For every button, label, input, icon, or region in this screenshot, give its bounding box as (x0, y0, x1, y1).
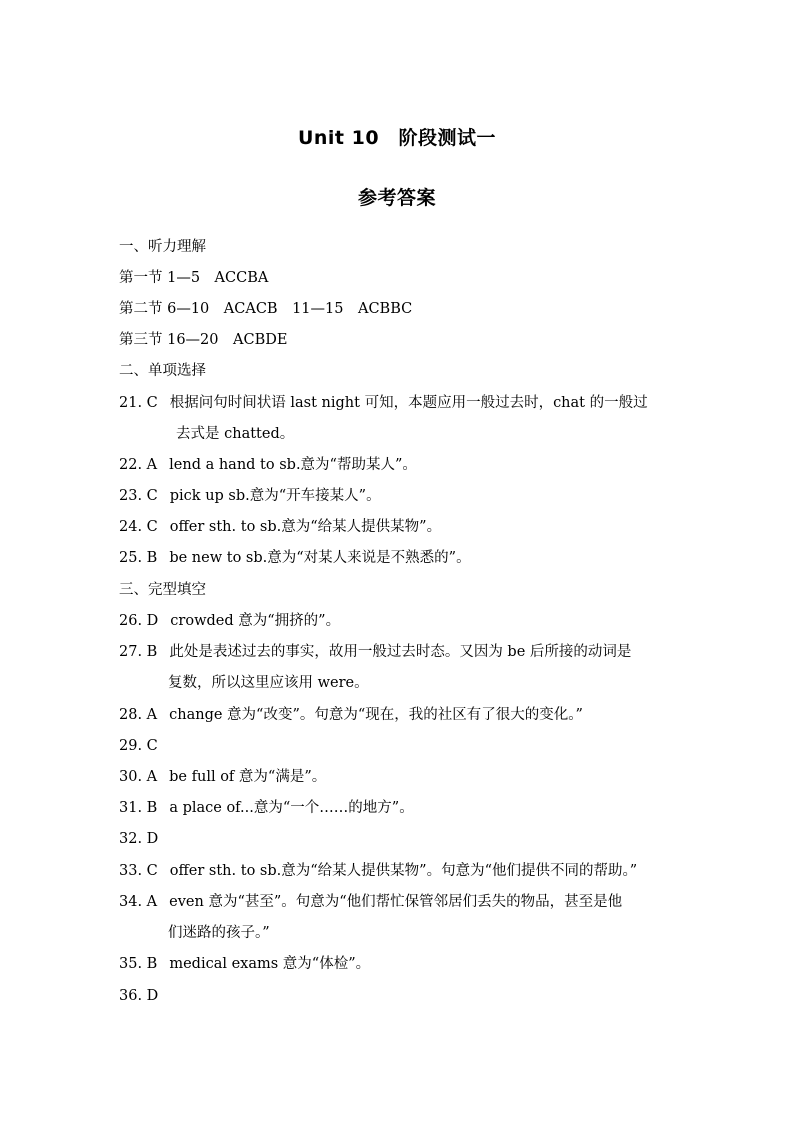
listening-part-3: 第三节 16—20 ACBDE (119, 332, 288, 348)
answer-item (119, 486, 381, 506)
answer-explanation-continued: 去式是 chatted。 (176, 426, 295, 442)
answer-number: 27. B (119, 644, 158, 660)
answer-item (119, 642, 631, 662)
listening-part-2: 第二节 6—10 ACACB 11—15 ACBBC (119, 301, 413, 317)
answer-number: 25. B (119, 550, 158, 566)
answer-number: 35. B (119, 956, 158, 972)
answer-number: 21. C (119, 395, 158, 411)
answer-explanation: medical exams 意为“体检”。 (169, 956, 371, 972)
page-title: Unit 10 阶段测试一 (297, 127, 497, 149)
answer-number: 30. A (119, 769, 158, 785)
answer-explanation: even 意为“甚至”。句意为“他们帮忙保管邻居们丢失的物品，甚至是他 (169, 894, 623, 910)
answer-item (119, 767, 326, 787)
answer-number: 34. A (119, 894, 158, 910)
answer-number: 32. D (119, 831, 159, 847)
answer-explanation: 此处是表述过去的事实，故用一般过去时态。又因为 be 后所接的动词是 (169, 644, 632, 660)
answer-explanation: lend a hand to sb.意为“帮助某人”。 (169, 457, 417, 473)
page-subtitle: 参考答案 (357, 187, 436, 209)
answer-number: 33. C (119, 863, 158, 879)
answer-explanation: 根据问句时间状语 last night 可知，本题应用一般过去时，chat 的一般过 (169, 395, 648, 411)
listening-part-1: 第一节 1—5 ACCBA (119, 270, 269, 286)
answer-item (119, 393, 648, 413)
answer-explanation-continued: 们迷路的孩子。” (168, 925, 270, 941)
answer-number: 22. A (119, 457, 158, 473)
answer-explanation-continued: 复数，所以这里应该用 were。 (168, 675, 369, 691)
section-heading-cloze: 三、完型填空 (119, 582, 206, 598)
answer-number: 28. A (119, 707, 158, 723)
answer-item (119, 986, 158, 1006)
answer-explanation: a place of...意为“一个……的地方”。 (169, 800, 414, 816)
answer-item (119, 798, 414, 818)
answer-number: 24. C (119, 519, 158, 535)
answer-number: 26. D (119, 613, 159, 629)
answer-explanation: offer sth. to sb.意为“给某人提供某物”。 (169, 519, 442, 535)
answer-number: 36. D (119, 988, 159, 1004)
answer-item (119, 736, 158, 756)
answer-number: 29. C (119, 738, 158, 754)
section-heading-single-choice: 二、单项选择 (119, 363, 206, 379)
answer-item (119, 517, 441, 537)
answer-item (119, 548, 471, 568)
answer-item (119, 954, 370, 974)
answer-explanation: crowded 意为“拥挤的”。 (170, 613, 341, 629)
answer-explanation: be full of 意为“满是”。 (169, 769, 327, 785)
answer-number: 31. B (119, 800, 158, 816)
answer-explanation: offer sth. to sb.意为“给某人提供某物”。句意为“他们提供不同的帮助。” (169, 863, 638, 879)
answer-item (119, 705, 583, 725)
answer-item (119, 829, 158, 849)
answer-explanation: be new to sb.意为“对某人来说是不熟悉的”。 (169, 550, 471, 566)
answer-item (119, 861, 637, 881)
answer-number: 23. C (119, 488, 158, 504)
section-heading-listening: 一、听力理解 (119, 239, 206, 255)
answer-item (119, 455, 417, 475)
answer-item (119, 611, 340, 631)
answer-explanation: change 意为“改变”。句意为“现在，我的社区有了很大的变化。” (169, 707, 583, 723)
answer-item (119, 892, 622, 912)
answer-explanation: pick up sb.意为“开车接某人”。 (169, 488, 381, 504)
